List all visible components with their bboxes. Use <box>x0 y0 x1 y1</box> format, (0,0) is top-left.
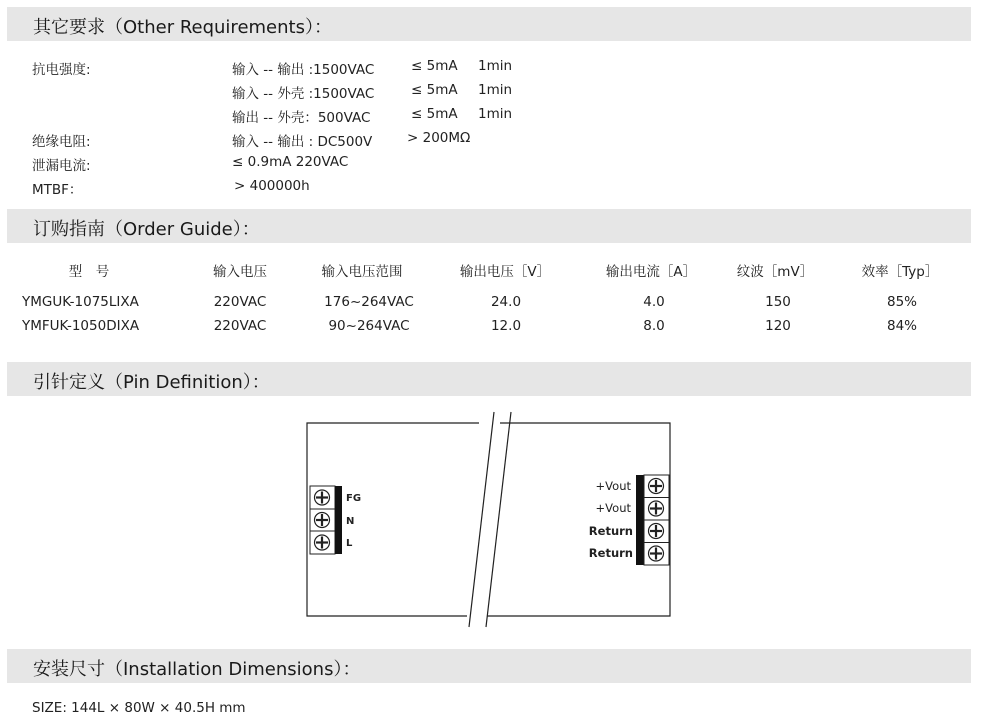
insulation-value: > 200MΩ <box>407 130 471 146</box>
order-header-efficiency: 效率［Typ］ <box>861 264 939 280</box>
screw-terminal-icon <box>649 524 664 539</box>
order-header-input-voltage: 输入电压 <box>213 264 267 280</box>
order-row-1-model: YMGUK-1075LIXA <box>22 294 139 310</box>
dielectric-time-3: 1min <box>478 106 513 122</box>
order-row-2-efficiency: 84% <box>886 318 918 334</box>
dielectric-path-3: 输出 -- 外壳：500VAC <box>232 110 371 126</box>
section-header-installation-dimensions <box>7 649 971 683</box>
label-dielectric-strength: 抗电强度: <box>32 62 91 78</box>
left-terminal-block <box>310 486 361 554</box>
order-row-1-input-range: 176~264VAC <box>324 294 414 310</box>
order-row-1-input-voltage: 220VAC <box>213 294 267 310</box>
screw-terminal-icon <box>315 513 330 528</box>
label-leakage-current: 泄漏电流: <box>32 158 91 174</box>
dielectric-path-1: 输入 -- 输出 :1500VAC <box>232 62 375 78</box>
order-row-2-model: YMFUK-1050DIXA <box>22 318 140 334</box>
dielectric-time-1: 1min <box>478 58 513 74</box>
screw-terminal-icon <box>649 546 664 561</box>
dielectric-limit-1: ≤ 5mA <box>411 58 458 74</box>
section-title: 其它要求（Other Requirements）： <box>33 17 332 38</box>
pin-label-vout-1: +Vout <box>595 479 631 493</box>
screw-terminal-icon <box>315 490 330 505</box>
pin-label-n: N <box>346 516 355 527</box>
order-row-1-output-voltage: 24.0 <box>490 294 522 310</box>
pin-label-return-2: Return <box>588 546 633 560</box>
order-row-2-ripple: 120 <box>765 318 791 334</box>
screw-terminal-icon <box>649 501 664 516</box>
dielectric-path-2: 输入 -- 外壳 :1500VAC <box>232 86 375 102</box>
order-header-model: 型 号 <box>68 264 110 280</box>
order-row-2-input-range: 90~264VAC <box>328 318 410 334</box>
dielectric-limit-3: ≤ 5mA <box>411 106 458 122</box>
order-header-output-current: 输出电流［A］ <box>605 264 697 280</box>
screw-terminal-icon <box>649 479 664 494</box>
leakage-value: ≤ 0.9mA 220VAC <box>232 154 349 170</box>
order-header-ripple: 纹波［mV］ <box>736 264 814 280</box>
order-row-1-ripple: 150 <box>765 294 791 310</box>
pin-label-vout-2: +Vout <box>595 501 631 515</box>
insulation-path: 输入 -- 输出 : DC500V <box>232 134 373 150</box>
dielectric-time-2: 1min <box>478 82 513 98</box>
right-terminal-block <box>589 475 669 565</box>
order-row-1-efficiency: 85% <box>886 294 918 310</box>
order-header-output-voltage: 输出电压［V］ <box>459 264 551 280</box>
pin-label-l: L <box>346 538 353 549</box>
pin-label-fg: FG <box>346 493 362 504</box>
label-mtbf: MTBF： <box>32 182 83 198</box>
installation-size: SIZE: 144L × 80W × 40.5H mm <box>32 700 246 716</box>
pin-label-return-1: Return <box>588 524 633 538</box>
order-row-2-output-current: 8.0 <box>643 318 665 334</box>
mtbf-value: > 400000h <box>234 178 310 194</box>
label-insulation-resistance: 绝缘电阻: <box>32 134 91 150</box>
order-header-input-range: 输入电压范围 <box>321 264 403 280</box>
screw-terminal-icon <box>315 535 330 550</box>
section-title: 引针定义（Pin Definition）： <box>33 372 270 393</box>
order-row-2-output-voltage: 12.0 <box>490 318 522 334</box>
order-row-2-input-voltage: 220VAC <box>213 318 267 334</box>
section-title: 安装尺寸（Installation Dimensions）： <box>33 659 361 680</box>
section-title: 订购指南（Order Guide）： <box>33 219 260 240</box>
dielectric-limit-2: ≤ 5mA <box>411 82 458 98</box>
order-row-1-output-current: 4.0 <box>643 294 665 310</box>
